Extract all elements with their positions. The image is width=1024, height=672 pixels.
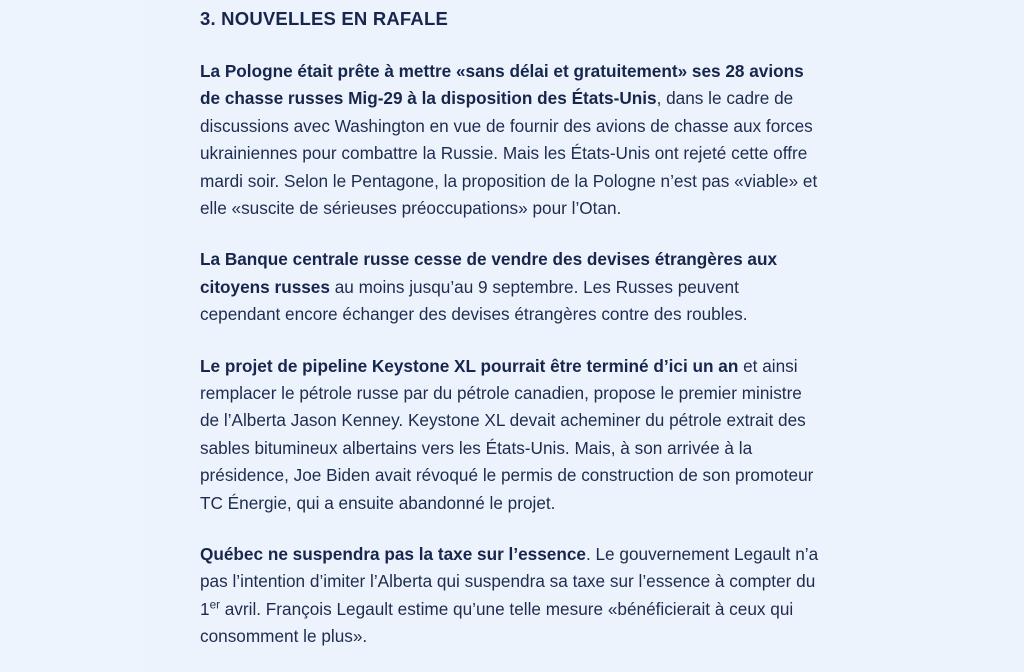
news-item-lead: Le projet de pipeline Keystone XL pourrait être terminé d’ici un an: [200, 355, 739, 376]
news-item-body: au moins jusqu’au 9 septembre. Les Russes peuvent cependant encore échanger des devises étrangères contre des roubles.: [200, 276, 748, 325]
section-heading: 3. NOUVELLES EN RAFALE: [200, 8, 449, 29]
news-item-body: et ainsi remplacer le pétrole russe par du pétrole canadien, propose le premier ministre de l’Alberta Jason Kenney. Keystone XL devait acheminer du pétrole extrait des sables bitumineux albertains vers les États-Unis. Mais, à son arrivée à la présidence, Joe Biden avait révoqué le permis de construction de son promoteur TC Énergie, qui a ensuite abandonné le projet.: [200, 355, 814, 513]
news-item-lead: Québec ne suspendra pas la taxe sur l’essence: [200, 544, 586, 565]
news-item-body-after-ordinal: avril. François Legault estime qu’une telle mesure «bénéficierait à ceux qui consomment le plus».: [200, 598, 794, 647]
article-content-column: [200, 0, 822, 651]
news-item: [200, 32, 822, 222]
news-item-lead: La Banque centrale russe cesse de vendre des devises étrangères aux citoyens russes: [200, 249, 778, 297]
news-item: [200, 329, 822, 517]
news-item-body: , dans le cadre de discussions avec Washington en vue de fournir des avions de chasse aux forces ukrainiennes pour combattre la Russie. Mais les États-Unis ont rejeté cette offre mardi soir. Selon le Pentagone, la proposition de la Pologne n’est pas «viable» et elle «suscite de sérieuses préoccupations» pour l’Otan.: [200, 88, 818, 218]
news-item-lead: La Pologne était prête à mettre «sans délai et gratuitement» ses 28 avions de chasse russes Mig-29 à la disposition des États-Unis: [200, 60, 804, 109]
news-item: [200, 222, 822, 328]
ordinal-suffix: er: [209, 598, 220, 612]
news-item-body-before-ordinal: . Le gouvernement Legault n’a pas l’intention d’imiter l’Alberta qui suspendra sa taxe sur l’essence à compter du 1: [200, 544, 819, 619]
news-item: [200, 517, 822, 651]
